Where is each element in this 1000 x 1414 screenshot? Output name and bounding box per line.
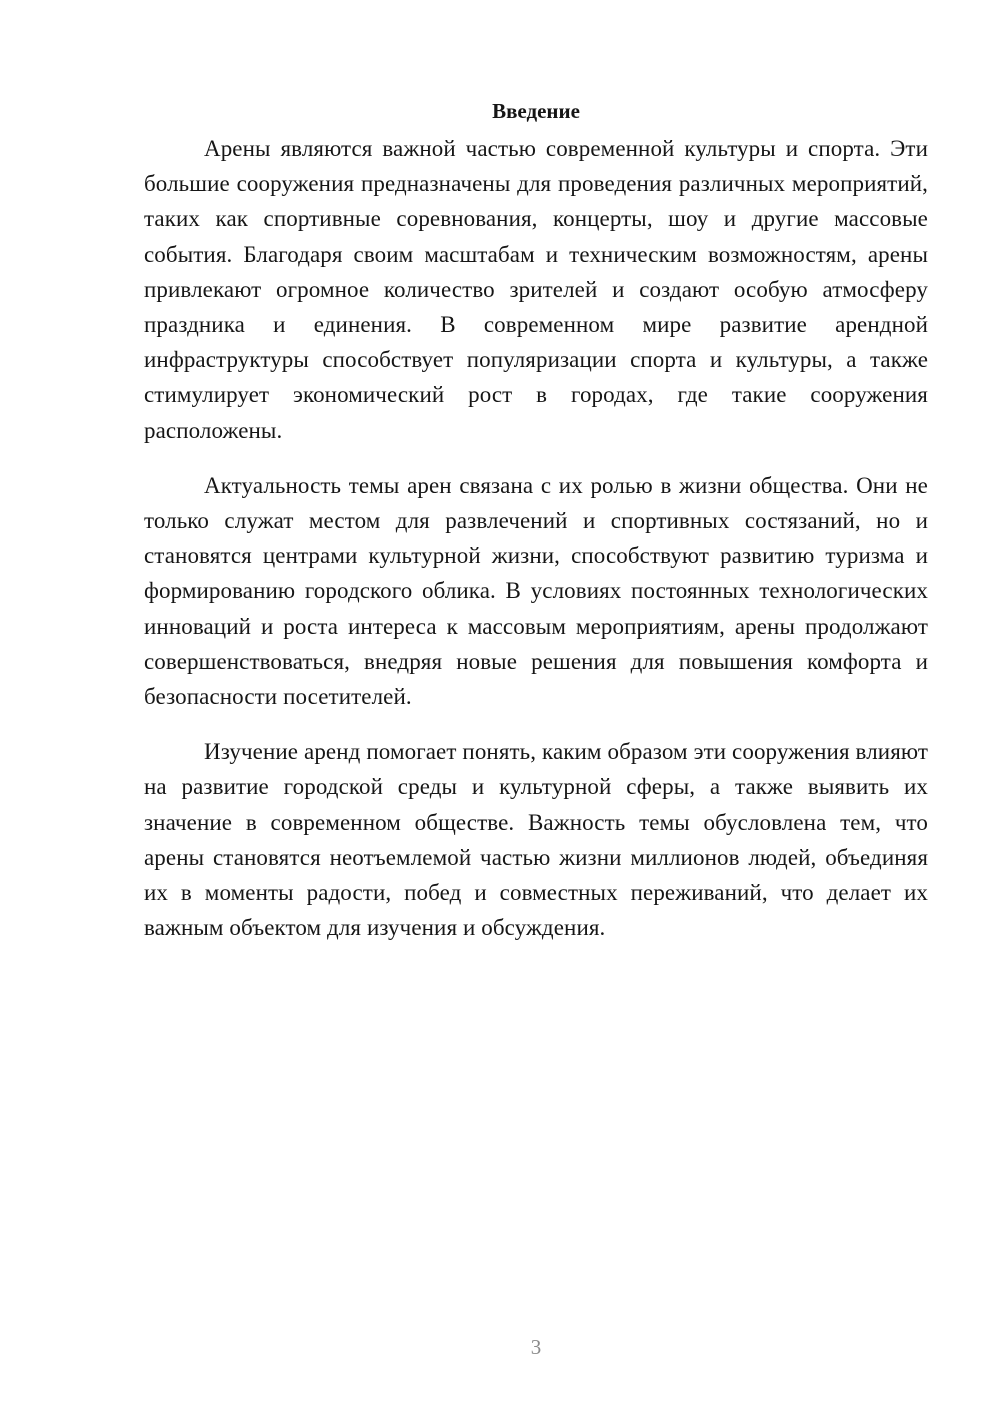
paragraph-3: Изучение аренд помогает понять, каким образом эти сооружения влияют на развитие городской среды и культурной сферы, а также выявить их значение в современном обществе. Важность темы обусловлена тем, что арены становятся неотъемлемой частью жизни миллионов людей, объединяя их в моменты радости, побед и совместных переживаний, что делает их важным объектом для изучения и обсуждения.	[144, 739, 928, 941]
page-number: 3	[530, 1335, 542, 1359]
page-content	[144, 96, 928, 945]
paragraph-2: Актуальность темы арен связана с их ролью в жизни общества. Они не только служат местом для развлечений и спортивных состязаний, но и становятся центрами культурной жизни, способствуют развитию туризма и формированию городского облика. В условиях постоянных технологических инноваций и роста интереса к массовым мероприятиям, арены продолжают совершенствоваться, внедряя новые решения для повышения комфорта и безопасности посетителей.	[144, 472, 928, 710]
section-heading: Введение	[492, 99, 580, 123]
paragraph-1: Арены являются важной частью современной культуры и спорта. Эти большие сооружения предназначены для проведения различных мероприятий, таких как спортивные соревнования, концерты, шоу и другие массовые события. Благодаря своим масштабам и техническим возможностям, арены привлекают огромное количество зрителей и создают особую атмосферу праздника и единения. В современном мире развитие арендной инфраструктуры способствует популяризации спорта и культуры, а также стимулирует экономический рост в городах, где такие сооружения расположены.	[144, 136, 928, 443]
